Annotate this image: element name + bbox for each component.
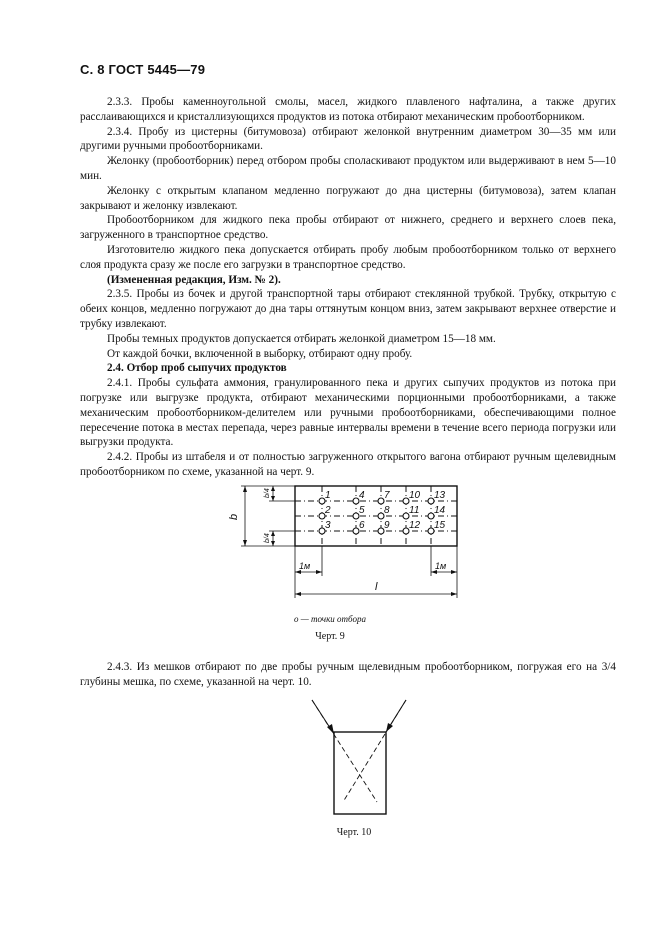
dim-label-l: l <box>375 581 378 593</box>
point-label-2: 2 <box>325 505 331 516</box>
dim-label-b4-bottom: b/4 <box>264 533 271 543</box>
paragraph-each-barrel: От каждой бочки, включенной в выборку, отбирают одну пробу. <box>107 347 413 360</box>
dim-label-b: b <box>228 513 240 520</box>
paragraph-2-3-4: 2.3.4. Пробу из цистерны (битумовоза) отбирают желонкой внутренним диаметром 30—35 мм или другими ручными пробоотборниками. <box>80 125 616 153</box>
paragraph-2-4-2: 2.4.2. Пробы из штабеля и от полностью загруженного открытого вагона отбирают ручным щелевидным пробоотборником по схеме, указанной на черт. 9. <box>80 451 616 478</box>
paragraph-valve: Желонку с открытым клапаном медленно погружают до дна цистерны (битумовоза), затем клапан закрывают и желонку извлекают. <box>80 184 616 212</box>
section-heading-2-4: 2.4. Отбор проб сыпучих продуктов <box>107 362 287 375</box>
point-label-10: 10 <box>409 490 421 501</box>
figure-10-diagram <box>304 694 414 824</box>
paragraph-rinse: Желонку (пробоотборник) перед отбором пробы споласкивают продуктом или выдерживают в нем 5—10 мин. <box>80 155 616 182</box>
paragraph-layers: Пробоотборником для жидкого пека пробы отбирают от нижнего, среднего и верхнего слоев пека, загруженного в транспортное средство. <box>80 214 616 242</box>
paragraph-2-3-3: 2.3.3. Пробы каменноугольной смолы, масел, жидкого плавленого нафталина, а также других расслаивающихся и кристаллизующихся продуктов из потока отбирают механическим пробоотборником. <box>80 96 616 123</box>
point-label-3: 3 <box>325 520 331 531</box>
paragraph-dark-products: Пробы темных продуктов допускается отбирать желонкой диаметром 15—18 мм. <box>107 332 496 345</box>
figure-10-caption: Черт. 10 <box>336 827 372 838</box>
body-text-2 <box>80 660 616 690</box>
paragraph-2-4-1: 2.4.1. Пробы сульфата аммония, гранулированного пека и других сыпучих продуктов из потока при погрузке или выгрузке продукта, отбирают механическими порционными пробоотборниками, а также механическим пробоотборником-делителем или ручными пробоотборниками, обеспечивающими полное пересечение потока в местах перепада, через равные интервалы времени в течение всего периода погрузки или выгрузки продукта. <box>80 377 616 449</box>
dim-label-b4-top: b/4 <box>264 488 271 498</box>
point-label-6: 6 <box>359 520 365 531</box>
point-label-13: 13 <box>434 490 446 501</box>
amendment-note: (Измененная редакция, Изм. № 2). <box>107 273 281 286</box>
paragraph-2-3-5: 2.3.5. Пробы из бочек и другой транспортной тары отбирают стеклянной трубкой. Трубку, открытую с обеих концов, медленно погружают до дна тары оттянутым концом вниз, затем закрывают верхнее отверстие и трубку извлекают. <box>80 288 616 330</box>
body-text <box>80 95 616 480</box>
point-label-14: 14 <box>434 505 446 516</box>
page-header: С. 8 ГОСТ 5445—79 <box>80 62 206 77</box>
point-label-9: 9 <box>384 520 390 531</box>
dim-label-1m-left: 1м <box>299 561 311 571</box>
point-label-7: 7 <box>384 490 390 501</box>
point-label-5: 5 <box>359 505 365 516</box>
point-label-4: 4 <box>359 490 365 501</box>
paragraph-manufacturer: Изготовителю жидкого пека допускается отбирать пробу любым пробоотборником только от верхнего слоя продукта сразу же после его загрузки в транспортное средство. <box>80 243 616 271</box>
dim-label-1m-right: 1м <box>435 561 447 571</box>
point-label-11: 11 <box>409 505 420 516</box>
point-label-8: 8 <box>384 505 390 516</box>
figure-9-caption: Черт. 9 <box>315 631 345 642</box>
point-label-15: 15 <box>434 520 446 531</box>
figure-9-diagram <box>225 478 465 608</box>
point-label-1: 1 <box>325 490 331 501</box>
figure-9-legend: о — точки отбора <box>294 614 366 624</box>
probe-arrow-right <box>386 723 393 732</box>
point-label-12: 12 <box>409 520 421 531</box>
paragraph-2-4-3: 2.4.3. Из мешков отбирают по две пробы ручным щелевидным пробоотборником, погружая его на 3/4 глубины мешка, по схеме, указанной на черт. 10. <box>80 661 616 688</box>
